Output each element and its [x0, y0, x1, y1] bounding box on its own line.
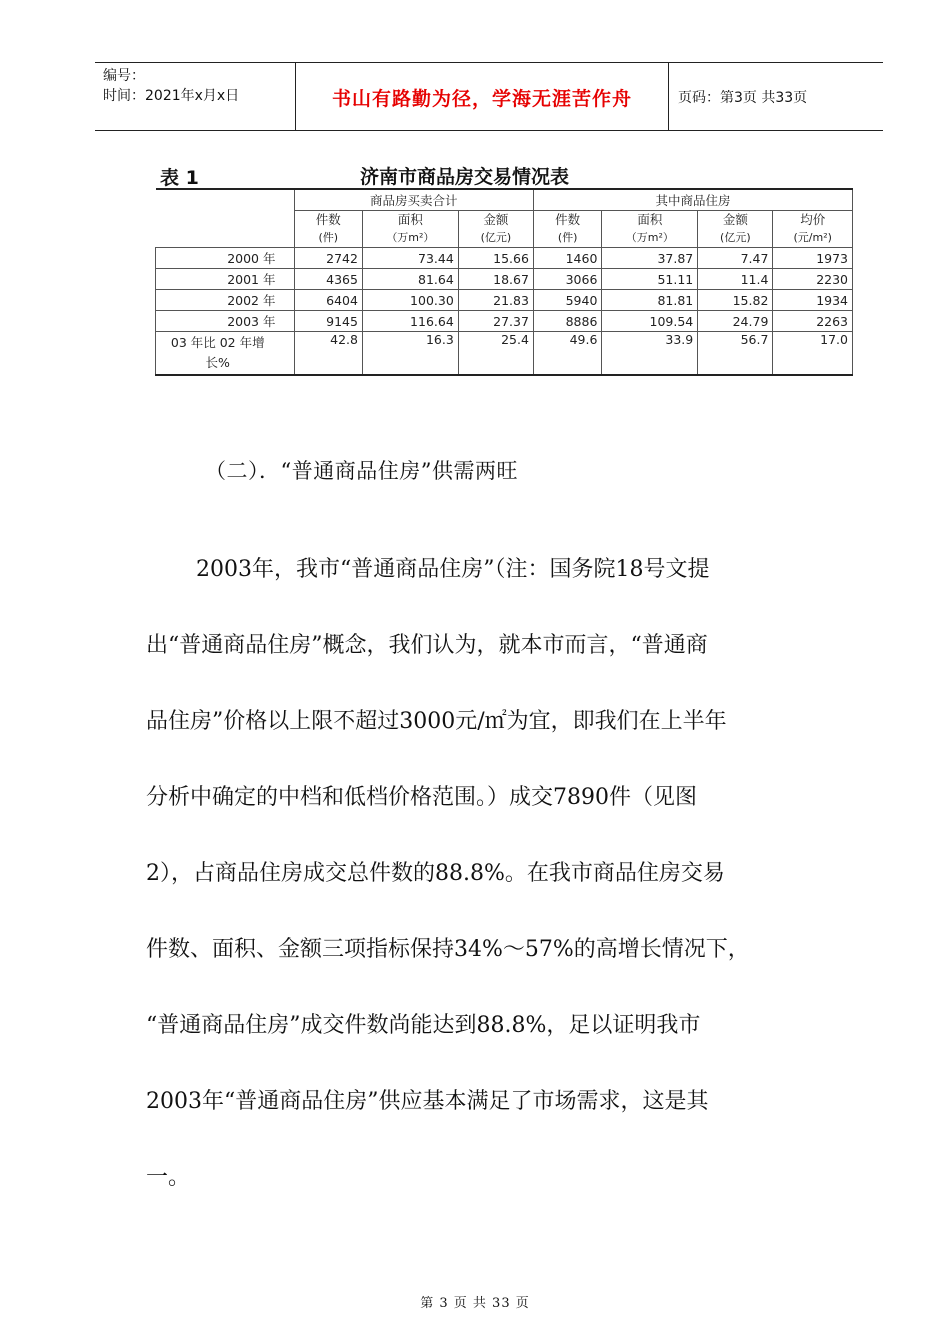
row-label: 03 年比 02 年增长% [156, 332, 295, 376]
table-cell: 81.64 [362, 269, 458, 290]
doc-time-label: 时间：2021年x月x日 [103, 88, 240, 104]
table-corner-cell [156, 189, 295, 248]
table-title: 济南市商品房交易情况表 [360, 166, 570, 188]
section-subheading: （二）．“普通商品住房”供需两旺 [205, 459, 518, 483]
column-header [458, 211, 533, 248]
column-header-label: 面积 [397, 212, 423, 227]
column-header [773, 211, 853, 248]
column-header-unit: (亿元) [480, 231, 512, 244]
row-label: 2003 年 [156, 311, 295, 332]
table-row [156, 332, 853, 376]
table-cell: 1460 [533, 248, 601, 269]
table-cell: 3066 [533, 269, 601, 290]
table-cell: 100.30 [362, 290, 458, 311]
table-row [156, 311, 853, 332]
table-cell: 49.6 [533, 332, 601, 376]
table-row [156, 248, 853, 269]
table-cell: 2230 [773, 269, 853, 290]
body-paragraph [146, 532, 836, 1216]
table-cell: 5940 [533, 290, 601, 311]
table-cell: 109.54 [602, 311, 698, 332]
column-header-label: 件数 [555, 212, 581, 227]
doc-number-label: 编号： [103, 68, 145, 84]
column-header [602, 211, 698, 248]
table-cell: 21.83 [458, 290, 533, 311]
column-header [362, 211, 458, 248]
column-header-label: 金额 [722, 212, 748, 227]
column-header-unit: （万m²） [625, 231, 674, 244]
table-cell: 8886 [533, 311, 601, 332]
table-cell: 18.67 [458, 269, 533, 290]
table-cell: 17.0 [773, 332, 853, 376]
paragraph-line: 2），占商品住房成交总件数的88.8%。在我市商品住房交易 [146, 861, 725, 886]
column-header-unit: (亿元) [720, 231, 751, 244]
column-header-unit: (件) [557, 231, 578, 244]
header-divider [668, 62, 669, 130]
table-cell: 9145 [294, 311, 362, 332]
table-body [156, 248, 853, 376]
column-header-unit: (件) [318, 231, 339, 244]
table-cell: 6404 [294, 290, 362, 311]
page-footer: 第 3 页 共 33 页 [420, 1296, 530, 1311]
table-cell: 2742 [294, 248, 362, 269]
column-header-unit: （万m²） [386, 231, 435, 244]
group-header-total: 商品房买卖合计 [294, 189, 533, 211]
header-top-rule [95, 62, 883, 63]
row-label: 2002 年 [156, 290, 295, 311]
table-cell: 15.66 [458, 248, 533, 269]
header-meta [103, 66, 239, 106]
header-page-number: 页码：第3页 共33页 [678, 90, 808, 106]
table-cell: 42.8 [294, 332, 362, 376]
paragraph-line: 出“普通商品住房”概念，我们认为，就本市而言，“普通商 [146, 633, 708, 658]
paragraph-line: 件数、面积、金额三项指标保持34%～57%的高增长情况下， [146, 937, 750, 962]
column-header-label: 面积 [637, 212, 663, 227]
paragraph-line: 2003年“普通商品住房”供应基本满足了市场需求，这是其 [146, 1089, 709, 1114]
table-row [156, 269, 853, 290]
table-cell: 37.87 [602, 248, 698, 269]
table-cell: 56.7 [698, 332, 773, 376]
column-header [533, 211, 601, 248]
table-cell: 15.82 [698, 290, 773, 311]
table-cell: 2263 [773, 311, 853, 332]
table-cell: 73.44 [362, 248, 458, 269]
header-motto: 书山有路勤为径，学海无涯苦作舟 [331, 88, 632, 110]
table-cell: 16.3 [362, 332, 458, 376]
row-label: 2000 年 [156, 248, 295, 269]
table-cell: 1934 [773, 290, 853, 311]
paragraph-line: 2003年，我市“普通商品住房”（注：国务院18号文提 [196, 557, 710, 582]
table-cell: 24.79 [698, 311, 773, 332]
column-header [698, 211, 773, 248]
table-cell: 25.4 [458, 332, 533, 376]
table-cell: 1973 [773, 248, 853, 269]
column-header [294, 211, 362, 248]
table-cell: 4365 [294, 269, 362, 290]
column-header-label: 金额 [483, 212, 509, 227]
table-cell: 7.47 [698, 248, 773, 269]
table-caption: 表 1 [160, 167, 199, 189]
table-cell: 27.37 [458, 311, 533, 332]
table-row [156, 290, 853, 311]
header-bottom-rule [95, 130, 883, 131]
column-header-label: 均价 [800, 212, 826, 227]
table-cell: 11.4 [698, 269, 773, 290]
column-header-label: 件数 [315, 212, 341, 227]
table-cell: 81.81 [602, 290, 698, 311]
table-cell: 51.11 [602, 269, 698, 290]
column-header-unit: (元/m²) [793, 231, 832, 244]
paragraph-line: “普通商品住房”成交件数尚能达到88.8%，足以证明我市 [146, 1013, 701, 1038]
table-cell: 116.64 [362, 311, 458, 332]
group-header-residential: 其中商品住房 [533, 189, 852, 211]
paragraph-line: 分析中确定的中档和低档价格范围。）成交7890件（见图 [146, 785, 697, 810]
paragraph-line: 品住房”价格以上限不超过3000元/㎡为宜，即我们在上半年 [146, 709, 727, 734]
housing-transaction-table [155, 188, 853, 376]
row-label: 2001 年 [156, 269, 295, 290]
paragraph-line: 一。 [146, 1165, 191, 1190]
table-cell: 33.9 [602, 332, 698, 376]
